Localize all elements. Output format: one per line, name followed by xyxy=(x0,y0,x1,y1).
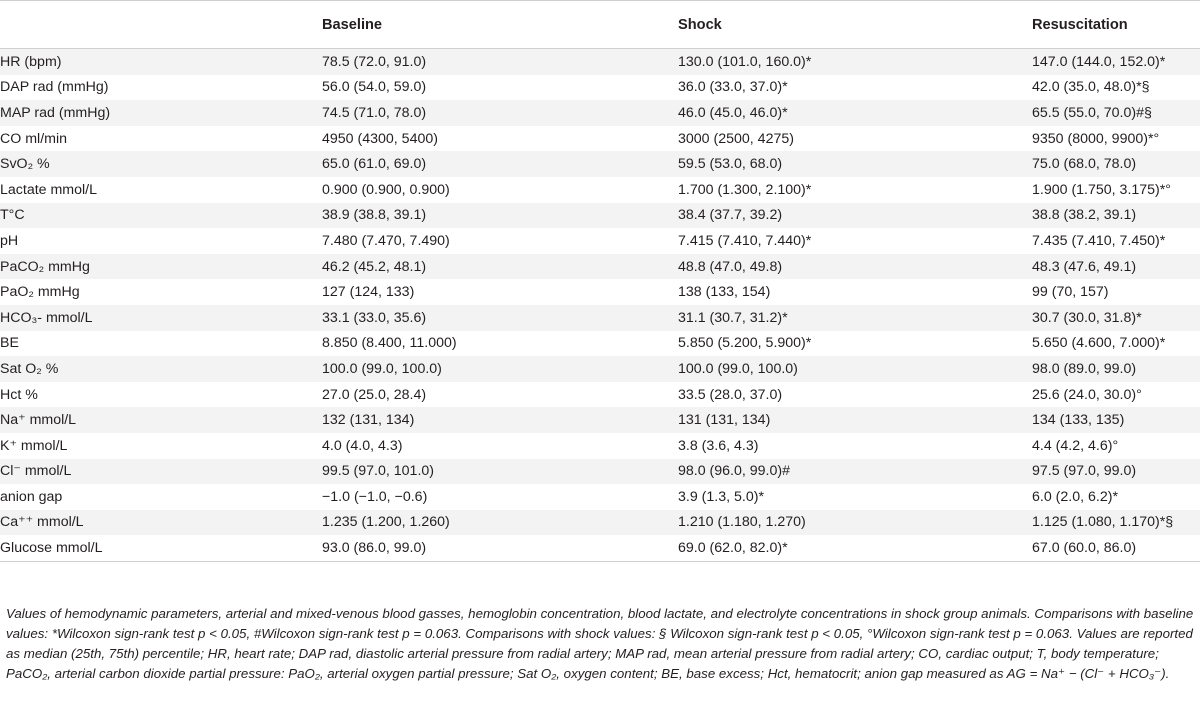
resuscitation-cell: 98.0 (89.0, 99.0) xyxy=(1032,356,1200,382)
baseline-cell: 1.235 (1.200, 1.260) xyxy=(322,510,678,536)
param-cell: Ca⁺⁺ mmol/L xyxy=(0,510,322,536)
table-row xyxy=(0,510,1200,536)
table-row xyxy=(0,100,1200,126)
shock-cell: 3.8 (3.6, 4.3) xyxy=(678,437,759,454)
shock-cell: 31.1 (30.7, 31.2)* xyxy=(678,305,1032,331)
table-row xyxy=(0,151,1200,177)
resuscitation-cell: 7.435 (7.410, 7.450)* xyxy=(1032,232,1166,249)
baseline-cell: 38.9 (38.8, 39.1) xyxy=(322,203,678,229)
resuscitation-cell: 6.0 (2.0, 6.2)* xyxy=(1032,488,1118,505)
shock-cell: 3.9 (1.3, 5.0)* xyxy=(678,488,764,505)
baseline-cell: 0.900 (0.900, 0.900) xyxy=(322,181,450,198)
resuscitation-cell: 4.4 (4.2, 4.6)° xyxy=(1032,437,1119,454)
table-row xyxy=(0,433,1200,459)
param-cell: anion gap xyxy=(0,488,63,505)
baseline-cell: 100.0 (99.0, 100.0) xyxy=(322,356,678,382)
resuscitation-cell: 65.5 (55.0, 70.0)#§ xyxy=(1032,100,1200,126)
resuscitation-cell: 25.6 (24.0, 30.0)° xyxy=(1032,386,1142,403)
shock-cell: 1.210 (1.180, 1.270) xyxy=(678,510,1032,536)
baseline-cell: 8.850 (8.400, 11.000) xyxy=(322,335,457,352)
header-shock: Shock xyxy=(678,1,1032,49)
header-baseline: Baseline xyxy=(322,1,678,49)
param-cell: HR (bpm) xyxy=(0,49,322,75)
table-row xyxy=(0,305,1200,331)
shock-cell: 38.4 (37.7, 39.2) xyxy=(678,203,1032,229)
shock-cell: 131 (131, 134) xyxy=(678,407,1032,433)
table-row xyxy=(0,254,1200,280)
resuscitation-cell: 5.650 (4.600, 7.000)* xyxy=(1032,335,1166,352)
resuscitation-cell: 38.8 (38.2, 39.1) xyxy=(1032,203,1200,229)
param-cell: DAP rad (mmHg) xyxy=(0,79,109,96)
shock-cell: 98.0 (96.0, 99.0)# xyxy=(678,459,1032,485)
shock-cell: 130.0 (101.0, 160.0)* xyxy=(678,49,1032,75)
shock-cell: 46.0 (45.0, 46.0)* xyxy=(678,100,1032,126)
param-cell: pH xyxy=(0,232,19,249)
param-cell: PaCO₂ mmHg xyxy=(0,254,322,280)
param-cell: Lactate mmol/L xyxy=(0,181,97,198)
table-footnote: Values of hemodynamic parameters, arterial and mixed-venous blood gasses, hemoglobin concentration, blood lactate, and electrolyte concentrations in shock group animals. Comparisons with baseline values: *Wilcoxon sign-rank test p < 0.05, #Wilcoxon sign-rank test p = 0.063. Comparisons with shock values: § Wilcoxon sign-rank test p < 0.05, °Wilcoxon sign-rank test p = 0.063. Values are reported as median (25th, 75th) percentile; HR, heart rate; DAP rad, diastolic arterial pressure from radial artery; MAP rad, mean arterial pressure from radial artery; CO, cardiac output; T, body temperature; PaCO₂, arterial carbon dioxide partial pressure: PaO₂, arterial oxygen partial pressure; Sat O₂, oxygen content; BE, base excess; Hct, hematocrit; anion gap measured as AG = Na⁺ − (Cl⁻ + HCO₃⁻). xyxy=(6,606,1194,681)
param-cell: Hct % xyxy=(0,386,38,403)
baseline-cell: 33.1 (33.0, 35.6) xyxy=(322,305,678,331)
param-cell: Na⁺ mmol/L xyxy=(0,407,322,433)
shock-cell: 33.5 (28.0, 37.0) xyxy=(678,386,783,403)
param-cell: BE xyxy=(0,335,19,352)
param-cell: SvO₂ % xyxy=(0,151,322,177)
param-cell: Glucose mmol/L xyxy=(0,535,322,561)
baseline-cell: 56.0 (54.0, 59.0) xyxy=(322,79,427,96)
resuscitation-cell: 1.125 (1.080, 1.170)*§ xyxy=(1032,510,1200,536)
header-row xyxy=(0,1,1200,49)
resuscitation-cell: 67.0 (60.0, 86.0) xyxy=(1032,535,1200,561)
baseline-cell: 65.0 (61.0, 69.0) xyxy=(322,151,678,177)
param-cell: HCO₃- mmol/L xyxy=(0,305,322,331)
shock-cell: 138 (133, 154) xyxy=(678,284,771,301)
param-cell: Cl⁻ mmol/L xyxy=(0,459,322,485)
table-row xyxy=(0,356,1200,382)
table-row xyxy=(0,484,1200,510)
baseline-cell: 7.480 (7.470, 7.490) xyxy=(322,232,450,249)
resuscitation-cell: 9350 (8000, 9900)*° xyxy=(1032,130,1160,147)
table-row xyxy=(0,126,1200,152)
param-cell: Sat O₂ % xyxy=(0,356,322,382)
resuscitation-cell: 48.3 (47.6, 49.1) xyxy=(1032,254,1200,280)
table-row xyxy=(0,49,1200,75)
baseline-cell: 99.5 (97.0, 101.0) xyxy=(322,459,678,485)
shock-cell: 100.0 (99.0, 100.0) xyxy=(678,356,1032,382)
header-parameter xyxy=(0,1,322,49)
baseline-cell: 132 (131, 134) xyxy=(322,407,678,433)
table-row xyxy=(0,407,1200,433)
baseline-cell: 4.0 (4.0, 4.3) xyxy=(322,437,403,454)
table-row xyxy=(0,459,1200,485)
table-row xyxy=(0,279,1200,305)
table-row xyxy=(0,203,1200,229)
baseline-cell: 93.0 (86.0, 99.0) xyxy=(322,535,678,561)
resuscitation-cell: 75.0 (68.0, 78.0) xyxy=(1032,151,1200,177)
param-cell: K⁺ mmol/L xyxy=(0,437,68,454)
shock-cell: 1.700 (1.300, 2.100)* xyxy=(678,181,812,198)
resuscitation-cell: 147.0 (144.0, 152.0)* xyxy=(1032,49,1200,75)
table-row xyxy=(0,535,1200,561)
table-row xyxy=(0,177,1200,203)
param-cell: CO ml/min xyxy=(0,130,67,147)
table-row xyxy=(0,382,1200,408)
resuscitation-cell: 30.7 (30.0, 31.8)* xyxy=(1032,305,1200,331)
shock-cell: 5.850 (5.200, 5.900)* xyxy=(678,335,812,352)
param-cell: PaO₂ mmHg xyxy=(0,284,80,301)
param-cell: MAP rad (mmHg) xyxy=(0,100,322,126)
baseline-cell: 74.5 (71.0, 78.0) xyxy=(322,100,678,126)
baseline-cell: 46.2 (45.2, 48.1) xyxy=(322,254,678,280)
shock-cell: 7.415 (7.410, 7.440)* xyxy=(678,232,812,249)
shock-cell: 36.0 (33.0, 37.0)* xyxy=(678,79,788,96)
resuscitation-cell: 1.900 (1.750, 3.175)*° xyxy=(1032,181,1171,198)
resuscitation-cell: 134 (133, 135) xyxy=(1032,407,1200,433)
shock-cell: 3000 (2500, 4275) xyxy=(678,130,794,147)
baseline-cell: 78.5 (72.0, 91.0) xyxy=(322,49,678,75)
resuscitation-cell: 99 (70, 157) xyxy=(1032,284,1109,301)
table-row xyxy=(0,75,1200,101)
header-resuscitation: Resuscitation xyxy=(1032,1,1200,49)
shock-cell: 69.0 (62.0, 82.0)* xyxy=(678,535,1032,561)
table-row xyxy=(0,331,1200,357)
shock-cell: 48.8 (47.0, 49.8) xyxy=(678,254,1032,280)
resuscitation-cell: 97.5 (97.0, 99.0) xyxy=(1032,459,1200,485)
baseline-cell: 127 (124, 133) xyxy=(322,284,415,301)
param-cell: T°C xyxy=(0,203,322,229)
baseline-cell: −1.0 (−1.0, −0.6) xyxy=(322,488,428,505)
baseline-cell: 27.0 (25.0, 28.4) xyxy=(322,386,427,403)
resuscitation-cell: 42.0 (35.0, 48.0)*§ xyxy=(1032,79,1150,96)
table-row xyxy=(0,228,1200,254)
shock-cell: 59.5 (53.0, 68.0) xyxy=(678,151,1032,177)
baseline-cell: 4950 (4300, 5400) xyxy=(322,130,438,147)
